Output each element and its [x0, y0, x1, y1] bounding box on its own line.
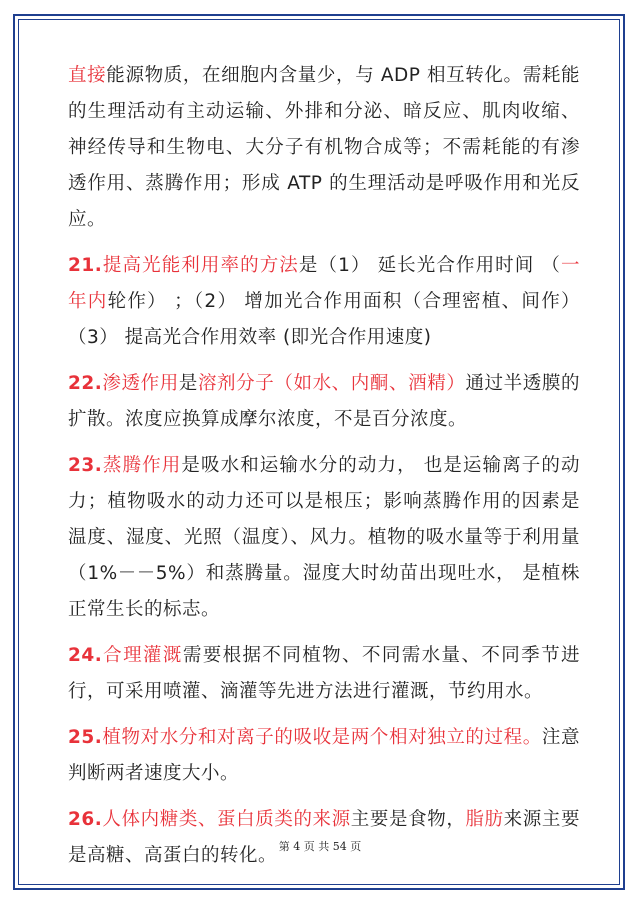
body-text: 是（1） 延长光合作用时间 （	[298, 255, 561, 276]
body-text: 通过半透膜的扩散。浓度应换算成摩尔浓度，不是百分浓度。	[68, 373, 580, 430]
item-number: 21.	[68, 255, 103, 276]
highlight-text: 一年内	[68, 255, 580, 312]
body-text: 是	[178, 373, 198, 394]
item-number: 26.	[68, 809, 103, 830]
item-number: 22.	[68, 373, 103, 394]
paragraph	[68, 248, 580, 356]
paragraph	[68, 720, 580, 792]
paragraph	[68, 366, 580, 438]
item-number: 23.	[68, 455, 103, 476]
highlight-text: 脂肪	[465, 809, 504, 830]
highlight-text: 人体内糖类、蛋白质类的来源	[102, 809, 351, 830]
body-text: 主要是食物，	[350, 809, 466, 830]
body-text: 来源主要是高糖、高蛋白的转化。	[68, 809, 580, 866]
body-text: 注意判断两者速度大小。	[68, 727, 580, 784]
highlight-text: 渗透作用	[102, 373, 179, 394]
highlight-text: 植物对水分和对离子的吸收是两个相对独立的过程。	[102, 727, 542, 748]
paragraph	[68, 448, 580, 628]
highlight-text: 直接	[68, 65, 107, 86]
highlight-text: 溶剂分子（如水、内酮、酒精）	[197, 373, 466, 394]
body-text: 能源物质，在细胞内含量少，与 ADP 相互转化。需耗能的生理活动有主动运输、外排和分泌、暗反应、肌肉收缩、神经传导和生物电、大分子有机物合成等；不需耗能的有渗透作用、蒸腾作用；形成 ATP 的生理活动是呼吸作用和光反应。	[68, 65, 580, 230]
page-footer: 第 4 页 共 54 页	[278, 840, 362, 853]
highlight-text: 蒸腾作用	[102, 455, 182, 476]
document-body	[68, 58, 580, 884]
body-text: 轮作） ；（2） 增加光合作用面积（合理密植、间作） （3） 提高光合作用效率 (即光合作用速度)	[68, 291, 580, 348]
paragraph	[68, 58, 580, 238]
item-number: 25.	[68, 727, 103, 748]
paragraph	[68, 638, 580, 710]
highlight-text: 提高光能利用率的方法	[102, 255, 299, 276]
body-text: 是吸水和运输水分的动力， 也是运输离子的动力；植物吸水的动力还可以是根压；影响蒸腾作用的因素是温度、湿度、光照（温度）、风力。植物的吸水量等于利用量（1%－－5%）和蒸腾量。湿度大时幼苗出现吐水， 是植株正常生长的标志。	[68, 455, 580, 620]
highlight-text: 合理灌溉	[102, 645, 183, 666]
body-text: 需要根据不同植物、不同需水量、不同季节进行，可采用喷灌、滴灌等先进方法进行灌溉，节约用水。	[68, 645, 580, 702]
item-number: 24.	[68, 645, 103, 666]
